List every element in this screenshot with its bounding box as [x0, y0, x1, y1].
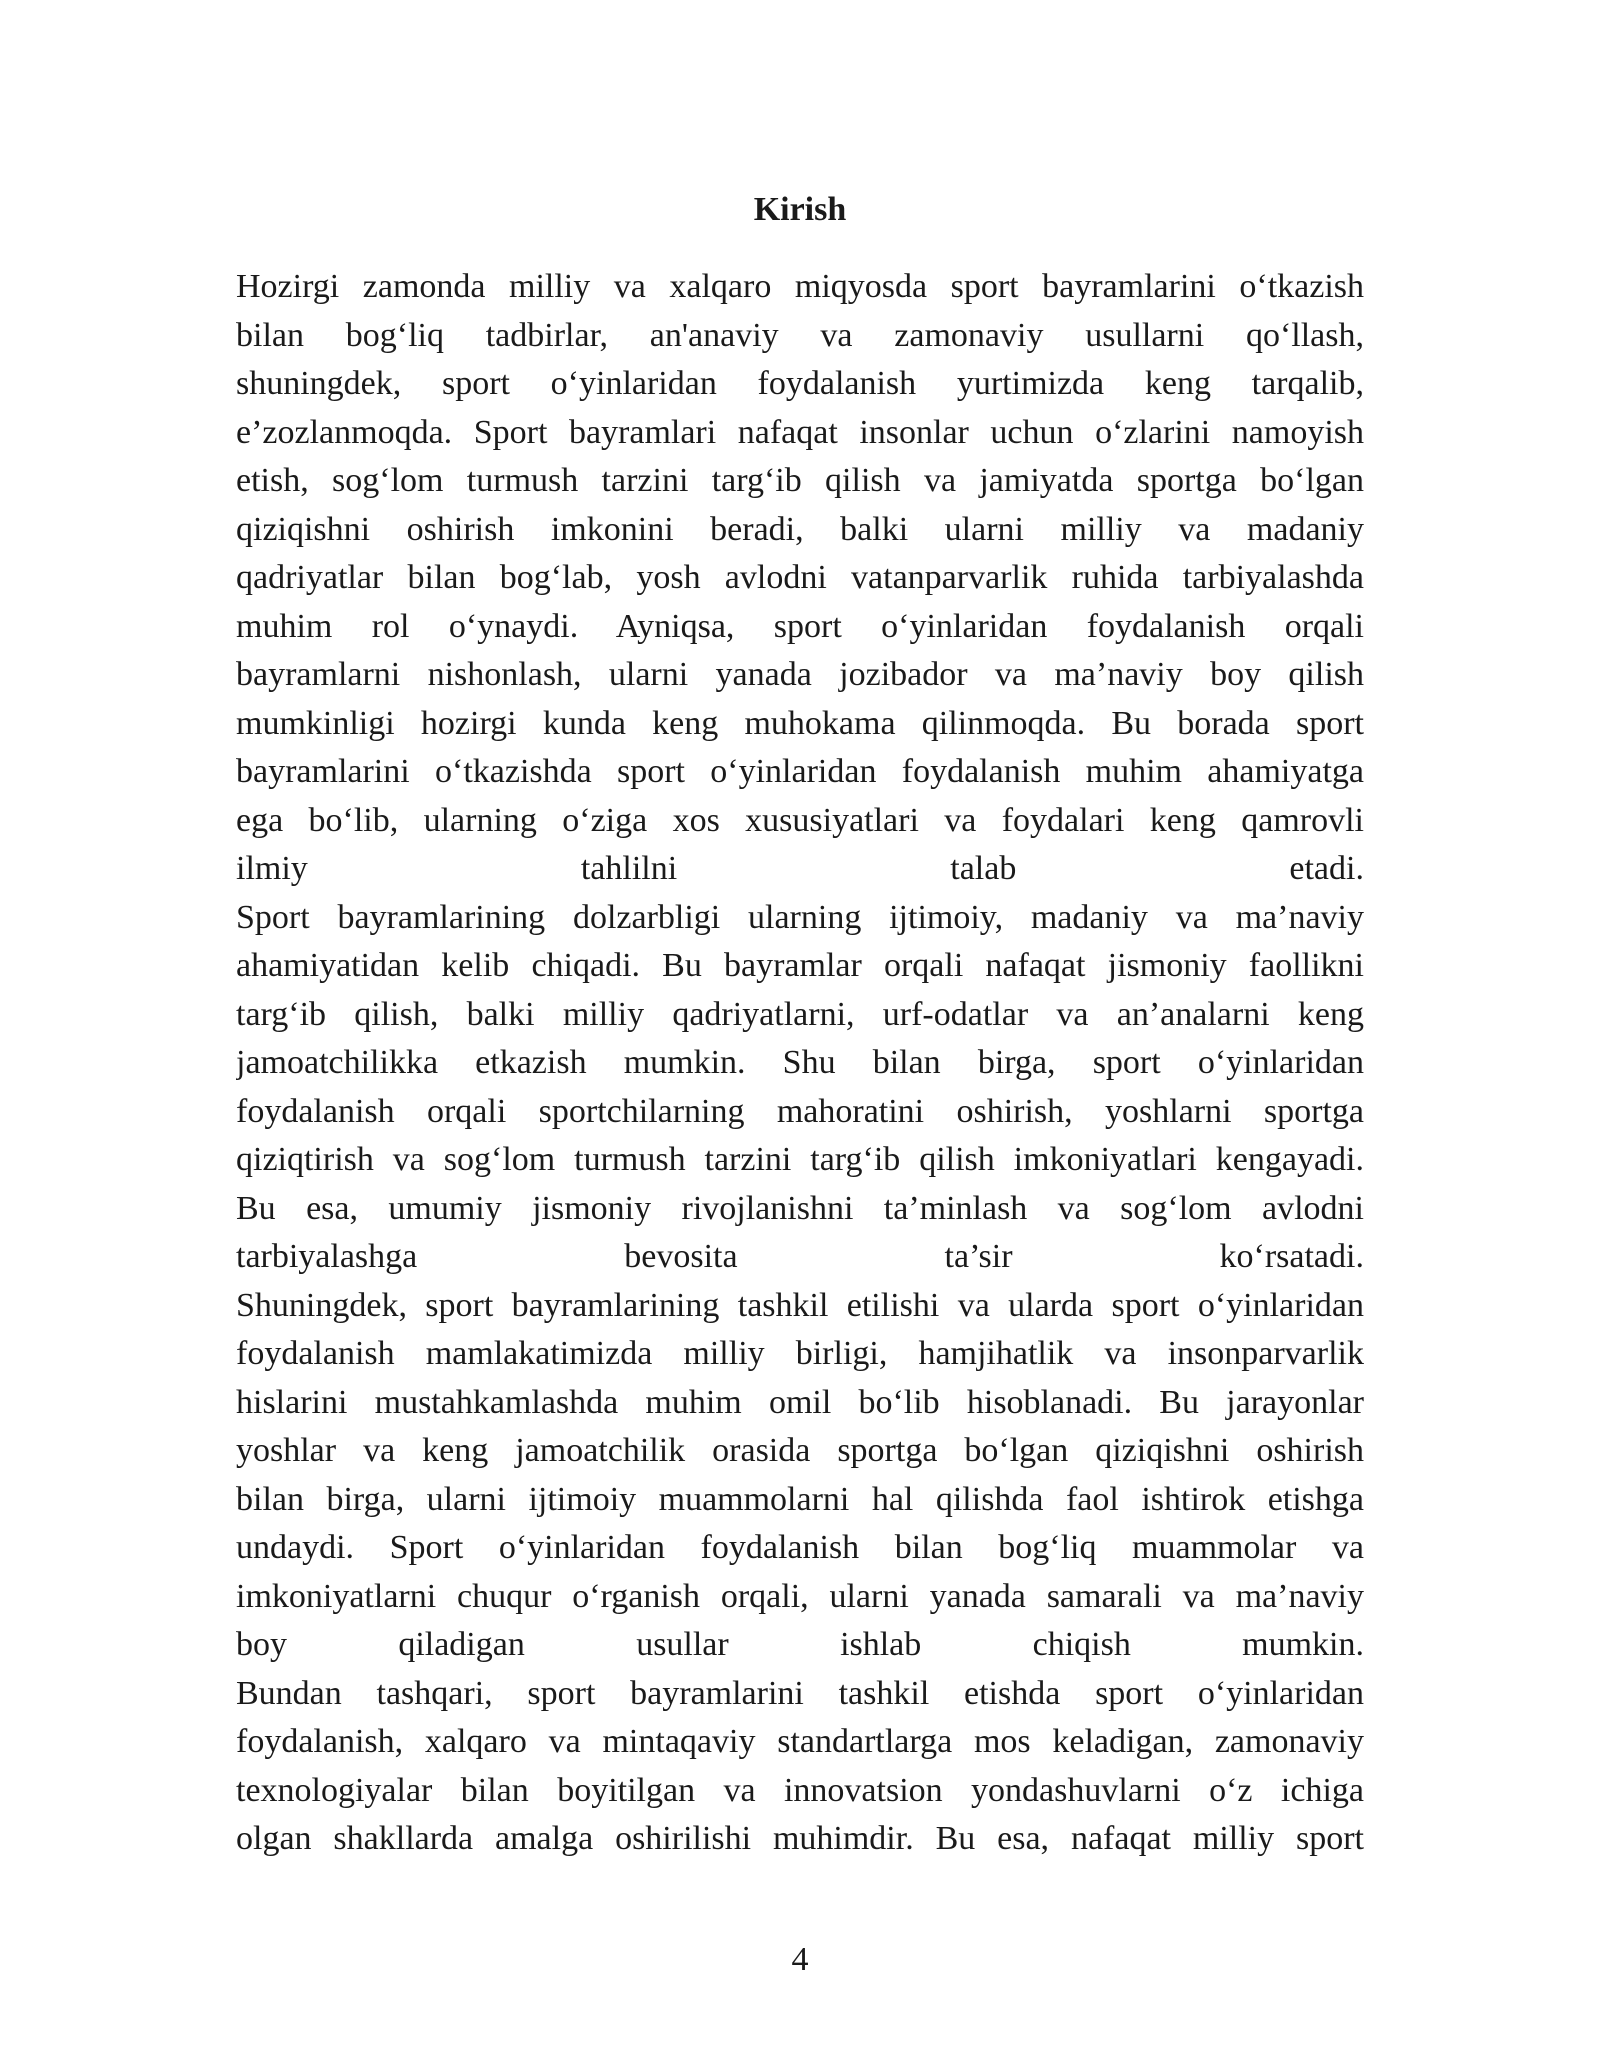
word: usullar	[636, 1626, 729, 1663]
section-title: Kirish	[753, 191, 847, 228]
text-line: yoshlar va keng jamoatchilik orasida sportga boʻlgan qiziqishni oshirish	[236, 1432, 1364, 1469]
text-line: qadriyatlar bilan bogʻlab, yosh avlodni vatanparvarlik ruhida tarbiyalashda	[236, 559, 1364, 596]
word: qiladigan	[398, 1626, 525, 1663]
body-text	[236, 263, 1364, 1864]
text-line	[236, 1233, 1364, 1282]
text-line: ega boʻlib, ularning oʻziga xos xususiyatlari va foydalari keng qamrovli	[236, 801, 1364, 839]
text-line: Bundan tashqari, sport bayramlarini tashkil etishda sport oʻyinlaridan	[236, 1674, 1364, 1712]
text-line: ahamiyatidan kelib chiqadi. Bu bayramlar orqali nafaqat jismoniy faollikni	[236, 947, 1364, 984]
word: etadi.	[1289, 850, 1364, 887]
word: chiqish	[1032, 1626, 1131, 1663]
text-line: targʻib qilish, balki milliy qadriyatlarni, urf-odatlar va an’analarni keng	[236, 995, 1364, 1033]
word: tahlilni	[580, 850, 678, 887]
word: mumkin.	[1242, 1626, 1364, 1663]
text-line: olgan shakllarda amalga oshirilishi muhimdir. Bu esa, nafaqat milliy sport	[236, 1820, 1364, 1857]
text-line: bilan birga, ularni ijtimoiy muammolarni hal qilishda faol ishtirok etishga	[236, 1480, 1364, 1518]
text-line: e’zozlanmoqda. Sport bayramlari nafaqat insonlar uchun oʻzlarini namoyish	[236, 413, 1364, 451]
text-line: Sport bayramlarining dolzarbligi ularning ijtimoiy, madaniy va ma’naviy	[236, 898, 1364, 936]
text-line: etish, sogʻlom turmush tarzini targʻib qilish va jamiyatda sportga boʻlgan	[236, 462, 1364, 499]
text-line: imkoniyatlarni chuqur oʻrganish orqali, ularni yanada samarali va ma’naviy	[236, 1577, 1364, 1615]
text-line: undaydi. Sport oʻyinlaridan foydalanish bilan bogʻliq muammolar va	[236, 1529, 1364, 1566]
word: bevosita	[624, 1238, 738, 1275]
text-line: muhim rol oʻynaydi. Ayniqsa, sport oʻyinlaridan foydalanish orqali	[236, 607, 1364, 645]
text-line: hislarini mustahkamlashda muhim omil boʻlib hisoblanadi. Bu jarayonlar	[236, 1383, 1364, 1421]
word: koʻrsatadi.	[1219, 1238, 1364, 1275]
text-line: foydalanish orqali sportchilarning mahoratini oshirish, yoshlarni sportga	[236, 1092, 1364, 1130]
text-line: Bu esa, umumiy jismoniy rivojlanishni ta’minlash va sogʻlom avlodni	[236, 1189, 1364, 1227]
word: ta’sir	[944, 1238, 1013, 1275]
text-line: foydalanish mamlakatimizda milliy birligi, hamjihatlik va insonparvarlik	[236, 1335, 1364, 1372]
text-line: Hozirgi zamonda milliy va xalqaro miqyosda sport bayramlarini oʻtkazish	[236, 268, 1364, 305]
text-line: texnologiyalar bilan boyitilgan va innovatsion yondashuvlarni oʻz ichiga	[236, 1771, 1364, 1809]
word: ilmiy	[236, 850, 308, 887]
text-line: Shuningdek, sport bayramlarining tashkil etilishi va ularda sport oʻyinlaridan	[236, 1286, 1364, 1324]
text-line: shuningdek, sport oʻyinlaridan foydalanish yurtimizda keng tarqalib,	[236, 365, 1364, 402]
text-line: bayramlarni nishonlash, ularni yanada jozibador va ma’naviy boy qilish	[236, 656, 1364, 693]
text-line: bilan bogʻliq tadbirlar, an'anaviy va zamonaviy usullarni qoʻllash,	[236, 316, 1364, 354]
text-line	[236, 845, 1364, 894]
word: ishlab	[840, 1626, 922, 1663]
page-number: 4	[791, 1941, 809, 1978]
text-line: bayramlarini oʻtkazishda sport oʻyinlaridan foydalanish muhim ahamiyatga	[236, 753, 1364, 790]
text-line: qiziqtirish va sogʻlom turmush tarzini targʻib qilish imkoniyatlari kengayadi.	[236, 1141, 1364, 1178]
word: talab	[950, 850, 1017, 887]
text-line: foydalanish, xalqaro va mintaqaviy standartlarga mos keladigan, zamonaviy	[236, 1723, 1364, 1760]
text-line: qiziqishni oshirish imkonini beradi, balki ularni milliy va madaniy	[236, 510, 1364, 548]
text-line	[236, 1621, 1364, 1670]
text-line: mumkinligi hozirgi kunda keng muhokama qilinmoqda. Bu borada sport	[236, 704, 1364, 742]
word: tarbiyalashga	[236, 1238, 418, 1275]
word: boy	[236, 1626, 287, 1663]
text-line: jamoatchilikka etkazish mumkin. Shu bilan birga, sport oʻyinlaridan	[236, 1044, 1364, 1081]
